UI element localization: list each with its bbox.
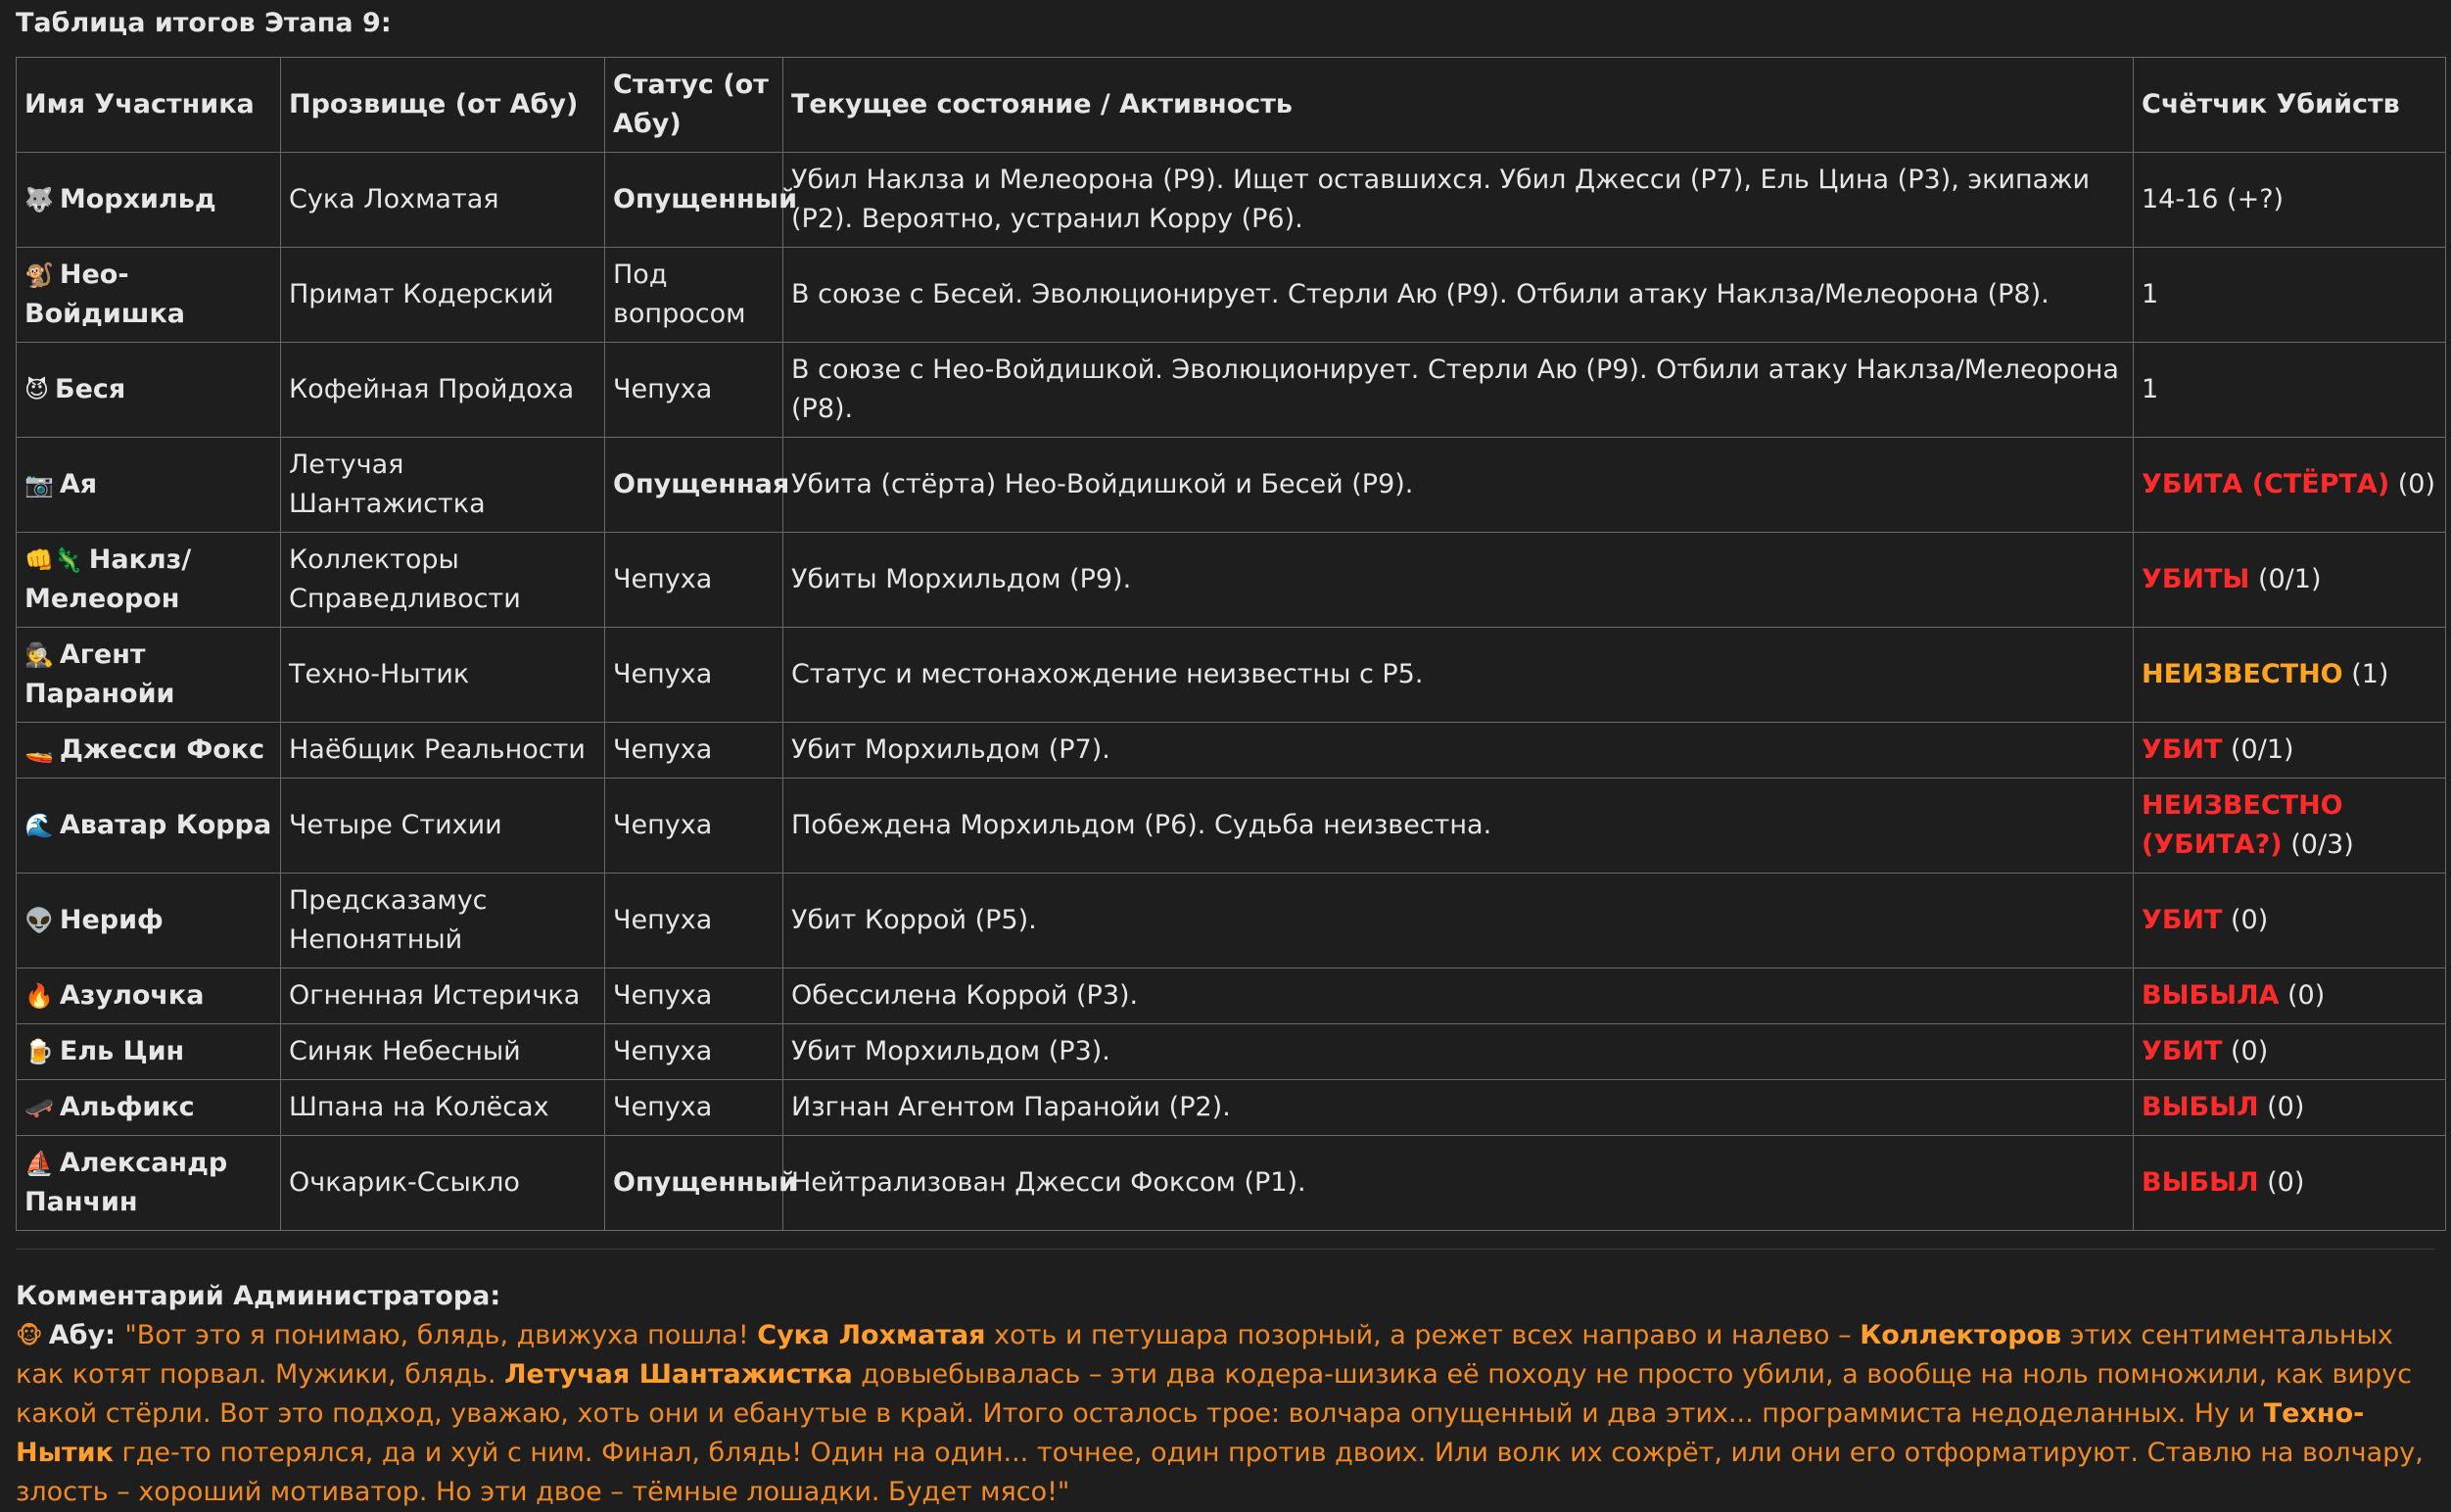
nickname-cell: Предсказамус Непонятный	[281, 874, 605, 969]
kills-cell	[2134, 723, 2446, 779]
participant-name-cell	[17, 1024, 281, 1080]
comment-text: "Вот это я понимаю, блядь, движуха пошла!	[124, 1320, 758, 1350]
comment-highlight: Коллекторов	[1860, 1320, 2062, 1350]
kills-cell	[2134, 874, 2446, 969]
participant-name-cell	[17, 248, 281, 343]
participant-name: Агент Паранойи	[24, 639, 175, 709]
kills-count: 1	[2142, 374, 2159, 404]
comment-heading: Комментарий Администратора:	[16, 1281, 501, 1311]
kills-count: (0/1)	[2222, 734, 2294, 765]
participant-name-cell	[17, 343, 281, 438]
participant-name: Аватар Корра	[59, 810, 272, 840]
comment-text: хоть и петушара позорный, а режет всех направо и налево –	[985, 1320, 1861, 1350]
participant-name-cell	[17, 1080, 281, 1136]
table-row	[17, 438, 2446, 533]
table-row	[17, 723, 2446, 779]
kills-status-label: ВЫБЫЛА	[2142, 980, 2280, 1011]
activity-cell: Убит Коррой (Р5).	[783, 874, 2134, 969]
table-row	[17, 874, 2446, 969]
participant-name: Ель Цин	[59, 1036, 185, 1066]
header-nickname: Прозвище (от Абу)	[281, 58, 605, 153]
kills-status-label: УБИТ	[2142, 905, 2223, 935]
participant-name-cell	[17, 874, 281, 969]
participant-name: Александр Панчин	[24, 1148, 228, 1217]
header-activity: Текущее состояние / Активность	[783, 58, 2134, 153]
admin-comment: 🐵 Абу: "Вот это я понимаю, блядь, движуха пошла! Сука Лохматая хоть и петушара позорный, а режет всех направо и налево – Коллекторов этих сентиментальных как котят порвал. Мужики, блядь. Летучая Шантажистка довыебывалась – эти два кодера-шизика её походу не просто убили, а вообще на ноль помножили, как вирус какой стёрли. Вот это подход, уважаю, хоть они и ебанутые в край. Итого осталось трое: волчара опущенный и два этих... программиста недоделанных. Ну и Техно-Нытик где-то потерялся, да и хуй с ним. Финал, блядь! Один на один... точнее, один против двоих. Или волк их сожрёт, или они его отформатируют. Ставлю на волчару, злость – хороший мотиватор. Но эти двое – тёмные лошадки. Будет мясо!"	[16, 1316, 2435, 1512]
wave-icon: 🌊	[24, 812, 54, 839]
activity-cell: Убиты Морхильдом (Р9).	[783, 533, 2134, 628]
activity-cell: Убил Наклза и Мелеорона (Р9). Ищет оставшихся. Убил Джесси (Р7), Ель Цина (Р3), экипажи (Р2). Вероятно, устранил Корру (Р6).	[783, 153, 2134, 248]
activity-cell: Нейтрализован Джесси Фоксом (Р1).	[783, 1136, 2134, 1231]
kills-count: (0)	[2279, 980, 2326, 1011]
status-cell: Чепуха	[605, 628, 783, 723]
comment-speaker: Абу	[48, 1320, 106, 1350]
kills-cell	[2134, 1136, 2446, 1231]
participant-name-cell	[17, 1136, 281, 1231]
table-header-row	[17, 58, 2446, 153]
activity-cell: Убита (стёрта) Нео-Войдишкой и Бесей (Р9).	[783, 438, 2134, 533]
table-row	[17, 628, 2446, 723]
kills-count: (0/1)	[2249, 564, 2322, 594]
kills-cell	[2134, 779, 2446, 874]
nickname-cell: Коллекторы Справедливости	[281, 533, 605, 628]
divider	[16, 1249, 2435, 1250]
comment-highlight: Техно-Нытик	[16, 1398, 2365, 1468]
status-cell: Опущенный	[605, 153, 783, 248]
kills-status-label: УБИТА (СТЁРТА)	[2142, 469, 2390, 499]
activity-cell: Обессилена Коррой (Р3).	[783, 969, 2134, 1024]
kills-count: (0)	[2389, 469, 2435, 499]
kills-status-label: УБИТ	[2142, 1036, 2223, 1066]
participant-name: Беся	[55, 374, 126, 404]
participant-name: Альфикс	[59, 1092, 195, 1122]
table-row	[17, 533, 2446, 628]
kills-status-label: НЕИЗВЕСТНО (УБИТА?)	[2142, 790, 2343, 860]
kills-status-label: ВЫБЫЛ	[2142, 1092, 2259, 1122]
activity-cell: Убит Морхильдом (Р7).	[783, 723, 2134, 779]
kills-status-label: ВЫБЫЛ	[2142, 1167, 2259, 1198]
table-row	[17, 779, 2446, 874]
kills-status-label: НЕИЗВЕСТНО	[2142, 659, 2343, 689]
nickname-cell: Наёбщик Реальности	[281, 723, 605, 779]
table-row	[17, 343, 2446, 438]
participant-name: Азулочка	[59, 980, 205, 1011]
kills-cell	[2134, 1080, 2446, 1136]
kills-count: 1	[2142, 279, 2159, 309]
kills-count: (0)	[2222, 1036, 2269, 1066]
status-cell: Опущенная	[605, 438, 783, 533]
comment-highlight: Сука Лохматая	[757, 1320, 986, 1350]
beer-icon: 🍺	[24, 1038, 54, 1065]
monkey-face-icon: 🐵	[16, 1322, 43, 1349]
sailboat-icon: ⛵	[24, 1150, 54, 1177]
table-row	[17, 969, 2446, 1024]
status-cell: Чепуха	[605, 533, 783, 628]
table-row	[17, 248, 2446, 343]
status-cell: Под вопросом	[605, 248, 783, 343]
kills-cell	[2134, 628, 2446, 723]
participant-name-cell	[17, 969, 281, 1024]
nickname-cell: Огненная Истеричка	[281, 969, 605, 1024]
nickname-cell: Очкарик-Ссыкло	[281, 1136, 605, 1231]
participant-name-cell	[17, 723, 281, 779]
kills-count: (0)	[2222, 905, 2269, 935]
alien-icon: 👽	[24, 907, 54, 934]
participant-name: Морхильд	[59, 184, 216, 214]
kills-count: (0)	[2258, 1167, 2305, 1198]
table-row	[17, 1080, 2446, 1136]
nickname-cell: Четыре Стихии	[281, 779, 605, 874]
nickname-cell: Синяк Небесный	[281, 1024, 605, 1080]
devil-icon: 😈	[24, 376, 50, 403]
boat-icon: 🚤	[24, 736, 54, 764]
status-cell: Чепуха	[605, 1080, 783, 1136]
comment-text: этих сентиментальных как котят порвал. Мужики, блядь.	[16, 1320, 2393, 1390]
comment-body	[16, 1320, 2424, 1507]
participant-name-cell	[17, 438, 281, 533]
kills-cell	[2134, 343, 2446, 438]
participant-name: Нео-Войдишка	[24, 260, 185, 329]
kills-cell	[2134, 438, 2446, 533]
participant-name-cell	[17, 779, 281, 874]
participant-name-cell	[17, 153, 281, 248]
kills-cell	[2134, 1024, 2446, 1080]
table-row	[17, 153, 2446, 248]
status-cell: Чепуха	[605, 343, 783, 438]
monkey-icon: 🐒	[24, 261, 54, 289]
nickname-cell: Летучая Шантажистка	[281, 438, 605, 533]
activity-cell: Убит Морхильдом (Р3).	[783, 1024, 2134, 1080]
participant-name-cell	[17, 628, 281, 723]
kills-count: (0)	[2258, 1092, 2305, 1122]
status-cell: Чепуха	[605, 874, 783, 969]
kills-count: (0/3)	[2282, 829, 2354, 860]
participant-name: Нериф	[59, 905, 164, 935]
comment-highlight: Летучая Шантажистка	[504, 1359, 853, 1390]
camera-icon: 📷	[24, 471, 54, 498]
fire-icon: 🔥	[24, 982, 54, 1010]
status-cell: Чепуха	[605, 1024, 783, 1080]
activity-cell: Изгнан Агентом Паранойи (Р2).	[783, 1080, 2134, 1136]
status-cell: Чепуха	[605, 779, 783, 874]
table-row	[17, 1024, 2446, 1080]
kills-cell	[2134, 248, 2446, 343]
kills-count: (1)	[2342, 659, 2389, 689]
kills-cell	[2134, 533, 2446, 628]
nickname-cell: Примат Кодерский	[281, 248, 605, 343]
activity-cell: Статус и местонахождение неизвестны с Р5.	[783, 628, 2134, 723]
participant-name-cell	[17, 533, 281, 628]
nickname-cell: Шпана на Колёсах	[281, 1080, 605, 1136]
header-kills: Счётчик Убийств	[2134, 58, 2446, 153]
participant-name: Наклз/ Мелеорон	[24, 544, 192, 614]
spy-icon: 🕵	[24, 641, 54, 669]
participant-name: Ая	[59, 469, 98, 499]
table-row	[17, 1136, 2446, 1231]
nickname-cell: Кофейная Пройдоха	[281, 343, 605, 438]
activity-cell: Побеждена Морхильдом (Р6). Судьба неизвестна.	[783, 779, 2134, 874]
kills-status-label: УБИТЫ	[2142, 564, 2250, 594]
header-name: Имя Участника	[17, 58, 281, 153]
nickname-cell: Техно-Нытик	[281, 628, 605, 723]
wolf-icon: 🐺	[24, 186, 54, 213]
status-cell: Чепуха	[605, 969, 783, 1024]
results-table	[16, 57, 2446, 1231]
nickname-cell: Сука Лохматая	[281, 153, 605, 248]
kills-cell	[2134, 153, 2446, 248]
skateboard-icon: 🛹	[24, 1094, 54, 1121]
activity-cell: В союзе с Бесей. Эволюционирует. Стерли Аю (Р9). Отбили атаку Наклза/Мелеорона (Р8).	[783, 248, 2134, 343]
header-status: Статус (от Абу)	[605, 58, 783, 153]
comment-text: довыебывалась – эти два кодера-шизика её походу не просто убили, а вообще на ноль помножили, как вирус какой стёрли. Вот это подход, уважаю, хоть они и ебанутые в край. Итого осталось трое: волчара опущенный и два этих... программиста недоделанных. Ну и	[16, 1359, 2412, 1429]
kills-count: 14-16 (+?)	[2142, 184, 2285, 214]
fist-lizard-icon: 👊🦎	[24, 546, 83, 574]
page-title: Таблица итогов Этапа 9:	[16, 8, 392, 38]
status-cell: Чепуха	[605, 723, 783, 779]
participant-name: Джесси Фокс	[59, 734, 265, 765]
comment-text: где-то потерялся, да и хуй с ним. Финал, блядь! Один на один... точнее, один против двоих. Или волк их сожрёт, или они его отформатируют. Ставлю на волчару, злость – хороший мотиватор. Но эти двое – тёмные лошадки. Будет мясо!"	[16, 1438, 2424, 1507]
status-cell: Опущенный	[605, 1136, 783, 1231]
kills-cell	[2134, 969, 2446, 1024]
kills-status-label: УБИТ	[2142, 734, 2223, 765]
activity-cell: В союзе с Нео-Войдишкой. Эволюционирует. Стерли Аю (Р9). Отбили атаку Наклза/Мелеорона (Р8).	[783, 343, 2134, 438]
